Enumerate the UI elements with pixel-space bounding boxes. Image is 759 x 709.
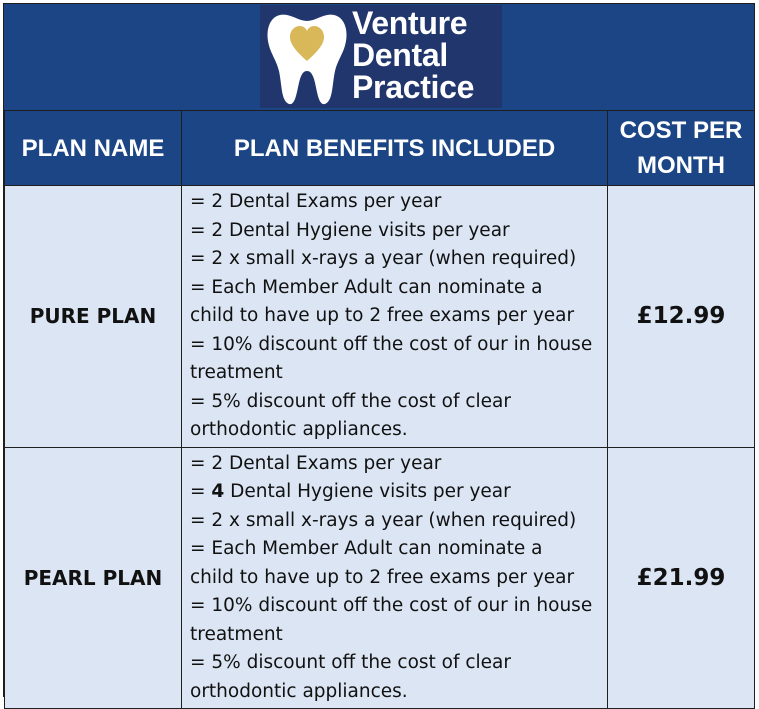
tooth-with-heart-icon	[264, 9, 350, 107]
practice-logo	[260, 5, 502, 108]
benefit-line: = 2 Dental Exams per year	[190, 191, 442, 212]
plan-benefits	[182, 186, 608, 448]
benefit-line	[190, 478, 601, 507]
benefit-line: child to have up to 2 free exams per year	[190, 566, 575, 588]
benefit-line: = 10% discount off the cost of our in house	[190, 595, 593, 616]
benefit-line: = 5% discount off the cost of clear	[190, 390, 512, 412]
benefit-line: = Each Member Adult can nominate a	[190, 276, 543, 298]
logo-line-2: Dental	[352, 37, 448, 73]
plan-name: PURE PLAN	[5, 186, 182, 448]
hygiene-count: 4	[211, 481, 225, 502]
plan-benefits	[182, 447, 608, 709]
plan-cost: £12.99	[608, 186, 755, 448]
practice-name	[352, 7, 474, 103]
header-cost-line-2: MONTH	[637, 152, 725, 179]
plan-cost: £21.99	[608, 447, 755, 709]
benefit-line: = 2 x small x-rays a year (when required)	[190, 248, 577, 269]
header-plan-name: PLAN NAME	[5, 111, 182, 186]
benefit-line: = Each Member Adult can nominate a	[190, 538, 543, 559]
logo-line-1: Venture	[352, 5, 468, 41]
benefit-line: orthodontic appliances.	[190, 680, 408, 702]
benefit-line: = 2 Dental Exams per year	[190, 452, 442, 474]
plan-name: PEARL PLAN	[5, 447, 182, 709]
logo-line-3: Practice	[352, 69, 475, 105]
benefit-line: treatment	[190, 362, 283, 383]
benefit-line: = 10% discount off the cost of our in house	[190, 333, 593, 355]
header-banner	[4, 4, 754, 111]
benefit-line: = 2 Dental Hygiene visits per year	[190, 219, 510, 241]
header-cost-line-1: COST PER	[619, 117, 743, 144]
benefit-line: = 2 x small x-rays a year (when required)	[190, 509, 577, 531]
table-row	[5, 186, 755, 448]
table-row	[5, 447, 755, 709]
benefit-line: = 5% discount off the cost of clear	[190, 652, 512, 673]
benefit-line: treatment	[190, 623, 283, 645]
table-header-row	[5, 111, 755, 186]
benefit-line: orthodontic appliances.	[190, 419, 408, 440]
hygiene-text: Dental Hygiene visits per year	[224, 481, 511, 502]
pricing-table-frame	[3, 3, 755, 702]
plans-table	[4, 110, 755, 709]
benefit-line: child to have up to 2 free exams per year	[190, 305, 575, 326]
header-cost	[608, 111, 755, 186]
benefit-prefix: =	[190, 481, 212, 502]
header-benefits: PLAN BENEFITS INCLUDED	[182, 111, 608, 186]
